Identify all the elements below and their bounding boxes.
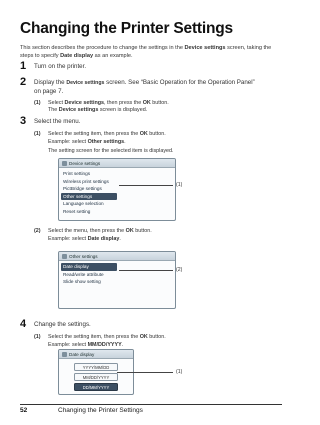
menu-item-other-settings[interactable]: Other settings (61, 193, 117, 201)
step-3-note: The setting screen for the selected item is displayed. (48, 148, 174, 154)
date-option-yyyy-mm-dd[interactable]: YYYY/MM/DD (74, 363, 118, 371)
date-option-dd-mm-yyyy[interactable]: DD/MM/YYYY (74, 383, 118, 391)
page-number: 52 (20, 407, 28, 414)
step-number: 2 (20, 76, 27, 88)
menu-item-language-selection[interactable]: Language selection (63, 201, 104, 206)
other-settings-screen (58, 251, 176, 309)
callout-line (119, 185, 173, 186)
step-number: 1 (20, 60, 27, 72)
date-option-mm-dd-yyyy[interactable]: MM/DD/YYYY (74, 373, 118, 381)
screen-header: Date display (59, 350, 133, 359)
callout-line (117, 372, 173, 373)
settings-icon (62, 352, 67, 357)
step-number: 3 (20, 115, 27, 127)
footer-divider (20, 404, 282, 405)
step-text: Turn on the printer. (34, 63, 87, 70)
footer-title: Changing the Printer Settings (58, 407, 143, 414)
step-text: Change the settings. (34, 321, 91, 328)
menu-item-wireless-print-settings[interactable]: Wireless print settings (63, 178, 109, 184)
menu-item-pictbridge-settings[interactable]: PictBridge settings (63, 186, 102, 191)
intro-paragraph: This section describes the procedure to change the settings in the Device settings screen, taking the steps to specify Date display as an example. (20, 45, 272, 59)
other-settings-menu (59, 261, 175, 286)
step-2-note: The Device settings screen is displayed. (48, 107, 148, 113)
screen-header: Other settings (59, 252, 175, 261)
step-text: Display the Device settings screen. See “Basic Operation for the Operation Panel” on page 7. (34, 79, 255, 95)
step-text: Select the menu. (34, 118, 81, 125)
callout-label: (1) (176, 182, 183, 188)
page-title: Changing the Printer Settings (20, 20, 233, 37)
menu-item-slide-show-setting[interactable]: Slide show setting (63, 279, 101, 284)
menu-item-read-write-attribute[interactable]: Read/write attribute (63, 271, 104, 277)
screen-header: Device settings (59, 159, 175, 168)
callout-label: (1) (176, 369, 183, 375)
step-number: 4 (20, 318, 27, 330)
device-settings-screen (58, 158, 176, 221)
menu-item-reset-setting[interactable]: Reset setting (63, 208, 91, 214)
callout-label: (2) (176, 267, 183, 273)
menu-item-print-settings[interactable]: Print settings (63, 171, 91, 176)
callout-line (119, 270, 173, 271)
settings-icon (62, 254, 67, 259)
menu-item-date-display[interactable]: Date display (61, 263, 117, 271)
settings-icon (62, 161, 67, 166)
settings-menu (59, 168, 175, 215)
